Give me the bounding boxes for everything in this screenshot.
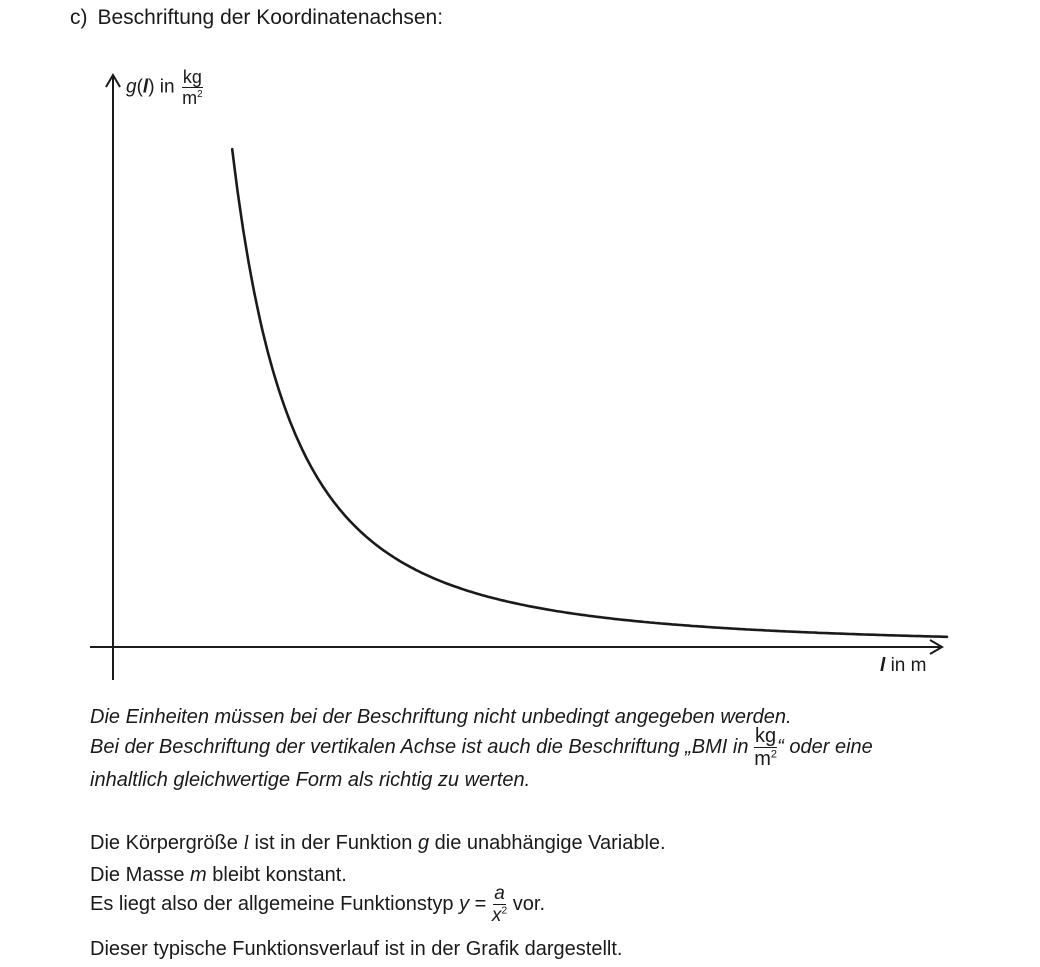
note-unit-exponent: 2 bbox=[770, 748, 777, 761]
equals-sign: = bbox=[474, 892, 487, 915]
variable-m: m bbox=[190, 864, 207, 886]
y-axis-unit-word: in bbox=[159, 76, 175, 98]
paragraph-line-3-end: vor. bbox=[512, 892, 546, 915]
note-line-1: Die Einheiten müssen bei der Beschriftung nicht unbedingt angegeben werden. bbox=[90, 706, 792, 728]
paragraph-line-1-end: die unabhängige Variable. bbox=[434, 832, 666, 854]
paragraph-line-3 bbox=[90, 884, 545, 925]
note-unit-numerator: kg bbox=[755, 725, 777, 747]
note-line-2-tail: “ oder eine bbox=[777, 735, 873, 758]
fraction-denominator-base: x bbox=[491, 905, 502, 926]
y-axis-unit-exponent: 2 bbox=[197, 89, 203, 100]
paragraph-line-3-start: Es liegt also der allgemeine Funktionstyp bbox=[90, 892, 454, 915]
y-axis-unit-denominator bbox=[182, 88, 203, 107]
paragraph-line-4: Dieser typische Funktionsverlauf ist in der Grafik dargestellt. bbox=[90, 938, 623, 960]
section-title: Beschriftung der Koordinatenachsen: bbox=[97, 6, 444, 29]
note-unit-base: m bbox=[754, 748, 771, 770]
note-line-2-text: Bei der Beschriftung der vertikalen Achse ist auch die Beschriftung „BMI in bbox=[90, 735, 749, 758]
fraction-denominator-exponent: 2 bbox=[501, 905, 508, 917]
note-unit-denominator bbox=[754, 748, 777, 769]
variable-g: g bbox=[417, 832, 430, 854]
section-label: c) bbox=[70, 6, 88, 29]
paragraph-line-1 bbox=[90, 832, 666, 855]
x-axis-variable: l bbox=[880, 655, 886, 676]
fraction-denominator bbox=[492, 905, 507, 925]
y-axis-function-name: g bbox=[126, 76, 137, 98]
y-axis-unit-numerator: kg bbox=[182, 67, 202, 87]
y-axis-unit-fraction bbox=[182, 68, 203, 107]
note-line-2 bbox=[90, 726, 873, 769]
paragraph-line-2-start: Die Masse bbox=[90, 864, 185, 886]
y-axis-label: g(l) in $\frac{kg}{m^2}$ bbox=[126, 67, 203, 108]
fraction-numerator: a bbox=[494, 883, 505, 904]
function-fraction bbox=[492, 884, 507, 925]
x-axis-unit: in m bbox=[890, 655, 927, 676]
variable-l: l bbox=[243, 832, 249, 854]
variable-y: y bbox=[459, 892, 470, 915]
x-axis-label bbox=[880, 655, 926, 677]
y-axis-unit-base: m bbox=[182, 88, 198, 108]
y-axis-argument: l bbox=[142, 76, 149, 98]
note-line-3: inhaltlich gleichwertige Form als richtig zu werten. bbox=[90, 769, 531, 791]
paragraph-line-2-end: bleibt konstant. bbox=[212, 864, 347, 886]
function-curve bbox=[232, 149, 947, 637]
paragraph-line-1-middle: ist in der Funktion bbox=[254, 832, 413, 854]
note-unit-fraction bbox=[754, 726, 777, 769]
paragraph-line-1-start: Die Körpergröße bbox=[90, 832, 238, 854]
